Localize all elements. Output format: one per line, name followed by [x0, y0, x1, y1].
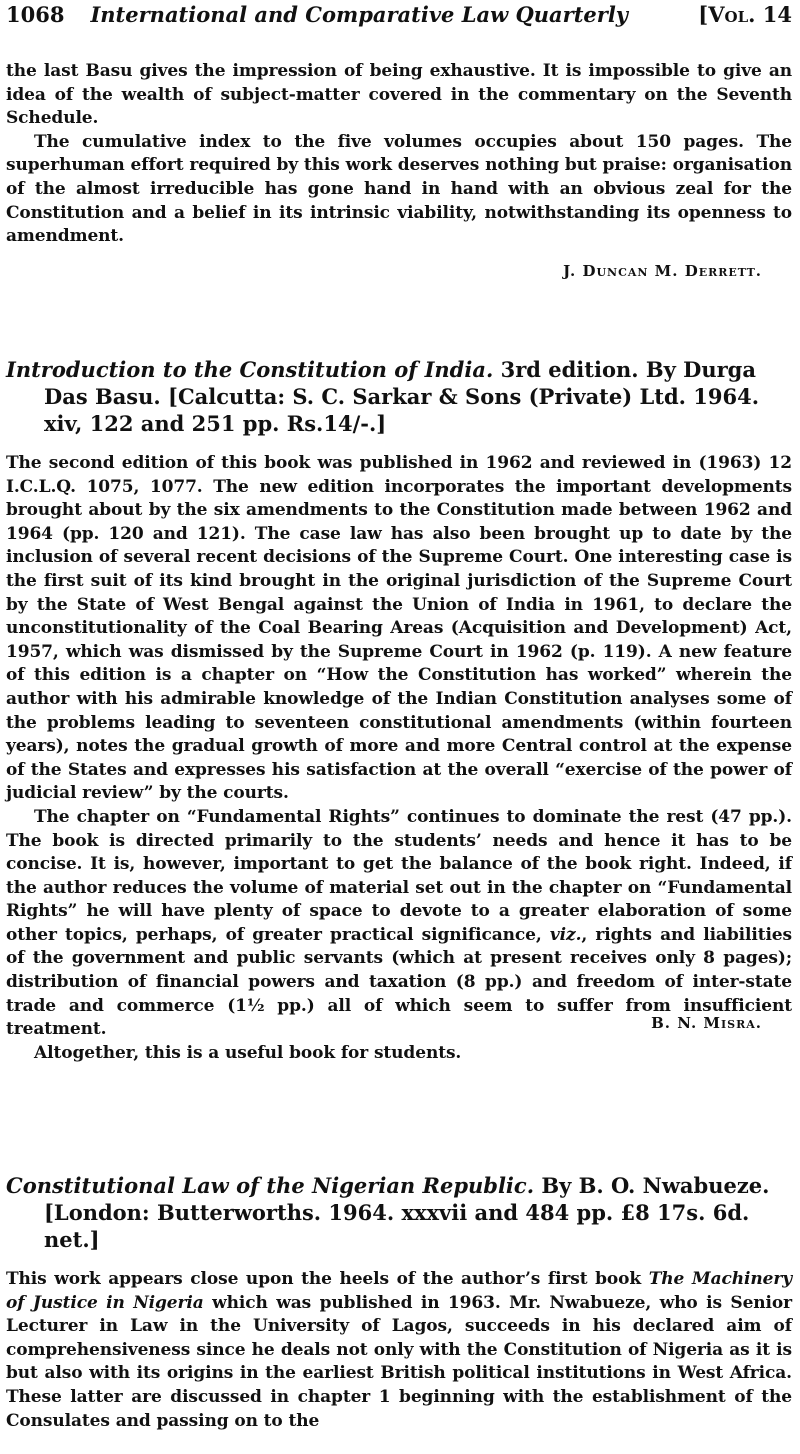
paragraph: Altogether, this is a useful book for students.	[34, 1042, 462, 1063]
volume-label: [Vol. 14	[698, 2, 792, 27]
review-body	[6, 1268, 792, 1433]
book-details: 3rd edition. By Durga Das Basu. [Calcutta: S. C. Sarkar & Sons (Private) Ltd. 1964. xiv, 122 and 251 pp. Rs.14/-.]	[44, 357, 760, 436]
previous-review-tail	[6, 60, 792, 249]
paragraph: The second edition of this book was published in 1962 and reviewed in (1963) 12 I.C.L.Q. 1075, 1077. The new edition incorporates the important developments brought about by the six amendments to the Constitution made between 1962 and 1964 (pp. 120 and 121). The case law has also been brought up to date by the inclusion of several recent decisions of the Supreme Court. One interesting case is the first suit of its kind brought in the original jurisdiction of the Supreme Court by the State of West Bengal against the Union of India in 1961, to declare the unconstitutionality of the Coal Bearing Areas (Acquisition and Development) Act, 1957, which was dismissed by the Supreme Court in 1962 (p. 119). A new feature of this edition is a chapter on “How the Constitution has worked” wherein the author with his admirable knowledge of the Indian Constitution analyses some of the problems leading to seventeen constitutional amendments (within fourteen years), notes the gradual growth of more and more Central control at the expense of the States and expresses his satisfaction at the overall “exercise of the power of judicial review” by the courts.	[6, 453, 792, 804]
review-heading	[6, 1172, 792, 1253]
running-header	[6, 2, 792, 32]
review-heading	[6, 356, 792, 437]
review-body	[6, 452, 792, 1065]
paragraph: The cumulative index to the five volumes occupies about 150 pages. The superhuman effort required by this work deserves nothing but praise: organisation of the almost irreducible has gone hand in hand with an obvious zeal for the Constitution and a belief in its intrinsic viability, notwithstanding its openness to amendment.	[6, 131, 792, 247]
book-title: Introduction to the Constitution of India.	[6, 357, 494, 382]
reviewer-signature: B. N. Misra.	[651, 1014, 762, 1032]
text-run: The chapter on “Fundamental Rights” continues to dominate the rest (47 pp.). The book is directed primarily to the students’ needs and hence it has to be concise. It is, however, important to get the balance of the book right. Indeed, if the author reduces the volume of material set out in the chapter on “Fundamental Rights” he will have plenty of space to devote to a greater elaboration of some other topics, perhaps, of greater practical significance,	[6, 806, 792, 945]
paragraph: the last Basu gives the impression of being exhaustive. It is impossible to give an idea of the wealth of subject-matter covered in the commentary on the Seventh Schedule.	[6, 61, 792, 129]
page-number: 1068	[6, 2, 65, 27]
journal-title: International and Comparative Law Quarterly	[90, 2, 629, 27]
paragraph	[6, 1268, 792, 1433]
book-details: By B. O. Nwabueze. [London: Butterworths. 1964. xxxvii and 484 pp. £8 17s. 6d. net.]	[44, 1173, 770, 1252]
book-title: Constitutional Law of the Nigerian Republic.	[6, 1173, 535, 1198]
book-title-inline: The Machinery of Justice in Nigeria	[6, 1269, 792, 1313]
text-run: , rights and liabilities of the government and public servants (which at present receives only 8 pages); distribution of financial powers and taxation (8 pp.) and freedom of inter-state trade and commerce (1½ pp.) all of which seem to suffer from insufficient treatment.	[6, 924, 792, 1040]
text-run: This work appears close upon the heels of the author’s first book	[6, 1269, 642, 1289]
reviewer-signature: J. Duncan M. Derrett.	[563, 262, 762, 280]
text-run: which was published in 1963. Mr. Nwabueze, who is Senior Lecturer in Law in the University of Lagos, succeeds in his declared aim of comprehensiveness since he deals not only with the Constitution of Nigeria as it is but also with its origins in the earliest British political institutions in West Africa. These latter are discussed in chapter 1 beginning with the establishment of the Consulates and passing on to the	[6, 1292, 792, 1431]
paragraph	[6, 806, 792, 1042]
emphasis: viz.	[549, 924, 582, 945]
